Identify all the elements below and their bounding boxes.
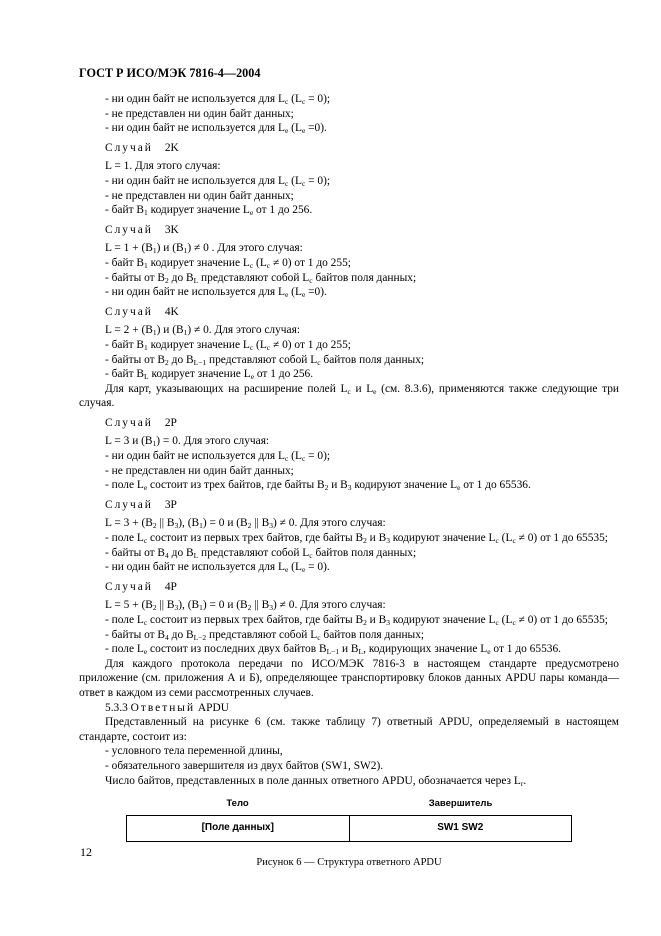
document-body	[79, 92, 619, 871]
text-line: L = 3 и $(B_1) = 0$. Для этого случая:	[105, 435, 270, 449]
text-line: $L = 1 + (B_1)$ и $(B_1) \ne 0$ . Для этого случая:	[105, 242, 303, 256]
text-line: - ни один байт не используется для $L_e$ $(L_e =0)$.	[105, 286, 327, 300]
case-heading-2p: Случай 2P	[105, 416, 177, 429]
case-heading-3k: Случай 3K	[105, 223, 179, 236]
page-header: ГОСТ Р ИСО/МЭК 7816-4—2004	[79, 66, 261, 80]
text-line: - ни один байт не используется для $L_e$ $(L_e = 0)$.	[105, 561, 330, 575]
text-line: - ни один байт не используется для $L_c$ $(L_c = 0)$;	[105, 93, 331, 106]
text-line: $L = 3 + (B_2$ || $B_3$), $(B_1) = 0$ и ($B_2$ || $B_3) \ne 0$. Для этого случая:	[105, 517, 386, 531]
list-item: - условного тела переменной длины,	[105, 745, 283, 758]
text-line: - не представлен ни один байт данных;	[105, 464, 294, 477]
page-number: 12	[80, 845, 92, 859]
text-line: - байты от $B_2$ до $B_{L-1}$ представляют собой $L_c$ байтов поля данных;	[105, 353, 425, 367]
paragraph: Для каждого протокола передачи по ИСО/МЭК 7816-3 в настоящем стандарте предусмотрено приложение (см. приложения А и Б), определяющее транспортировку блоков данных APDU пары команда—ответ в каждом из семи рассмотренных случаев.	[79, 657, 619, 699]
text-line: - байты от $B_2$ до $B_L$ представляют собой $L_c$ байтов поля данных;	[105, 271, 417, 285]
text-line: - поле $L_e$ состоит из трех байтов, где байты $B_2$ и $B_3$ кодируют значение $L_e$ от 1 до 65536.	[105, 479, 531, 493]
list-item: - обязательного завершителя из двух байтов (SW1, SW2).	[105, 759, 384, 772]
text-line: - ни один байт не используется для $L_e$ $(L_e =0)$.	[105, 122, 327, 136]
case-heading-4p: Случай 4P	[105, 580, 177, 593]
text-line: - байт $B_1$ кодирует значение $L_c$ $(L_c \ne 0)$ от 1 до 255;	[105, 256, 351, 270]
figure-head-body: Тело	[226, 798, 249, 810]
paragraph: Для карт, указывающих на расширение полей $L_c$ и $L_e$ (см. 8.3.6), применяются также следующие три случая.	[79, 382, 619, 410]
case-heading-2k: Случай 2K	[105, 141, 179, 154]
text-line: - поле $L_c$ состоит из первых трех байтов, где байты $B_2$ и $B_3$ кодируют значение $L_c$ $(L_c \ne 0)$ от 1 до 65535;	[105, 532, 608, 546]
text-line: - байт $B_1$ кодирует значение $L_e$ от 1 до 256.	[105, 204, 313, 218]
paragraph: Представленный на рисунке 6 (см. также таблицу 7) ответный APDU, определяемый в настоящем стандарте, состоит из:	[79, 716, 619, 743]
text-line: - байт $B_L$ кодирует значение $L_e$ от 1 до 256.	[105, 368, 314, 382]
text-line: - не представлен ни один байт данных;	[105, 189, 294, 202]
text-line: - ни один байт не используется для $L_c$ $(L_c = 0)$;	[105, 174, 331, 188]
text-line: - поле $L_e$ состоит из последних двух байтов $B_{L-1}$ и $B_L$, кодирующих значение $L_e$ от 1 до 65536.	[105, 643, 562, 657]
paragraph: Число байтов, представленных в поле данных ответного APDU, обозначается через $L_r$.	[105, 774, 527, 788]
text-line: - байт $B_1$ кодирует значение $L_c$ $(L_c \ne 0)$ от 1 до 255;	[105, 338, 351, 352]
text-line: - байты от $B_4$ до $B_L$ представляют собой $L_c$ байтов поля данных;	[105, 546, 417, 560]
text-line: - байты от $B_4$ до $B_{L-2}$ представляют собой $L_c$ байтов поля данных;	[105, 628, 425, 642]
text-line: - ни один байт не используется для $L_c$ $(L_c = 0)$;	[105, 450, 331, 464]
figure-caption: Рисунок 6 — Структура ответного APDU	[256, 857, 442, 869]
text-line: L = 1. Для этого случая:	[105, 160, 221, 173]
section-heading: 5.3.3 Ответный APDU	[105, 701, 229, 714]
figure-cell-sw: SW1 SW2	[437, 822, 484, 834]
case-heading-3p: Случай 3P	[105, 498, 177, 511]
text-line: $L = 2 + (B_1)$ и $(B_1) \ne 0$. Для этого случая:	[105, 324, 300, 338]
case-heading-4k: Случай 4K	[105, 305, 179, 318]
figure-cell-data-field: [Поле данных]	[127, 816, 350, 841]
figure-head-trailer: Завершитель	[428, 798, 493, 810]
text-line: $L = 5 + (B_2$ || $B_3$), $(B_1) = 0$ и ($B_2$ || $B_3) \ne 0$. Для этого случая:	[105, 599, 386, 613]
figure-6	[126, 797, 572, 842]
text-line: - поле $L_c$ состоит из первых трех байтов, где байты $B_2$ и $B_3$ кодируют значение $L_c$ $(L_c \ne 0)$ от 1 до 65535;	[105, 614, 608, 627]
text-line: - не представлен ни один байт данных;	[105, 107, 294, 120]
